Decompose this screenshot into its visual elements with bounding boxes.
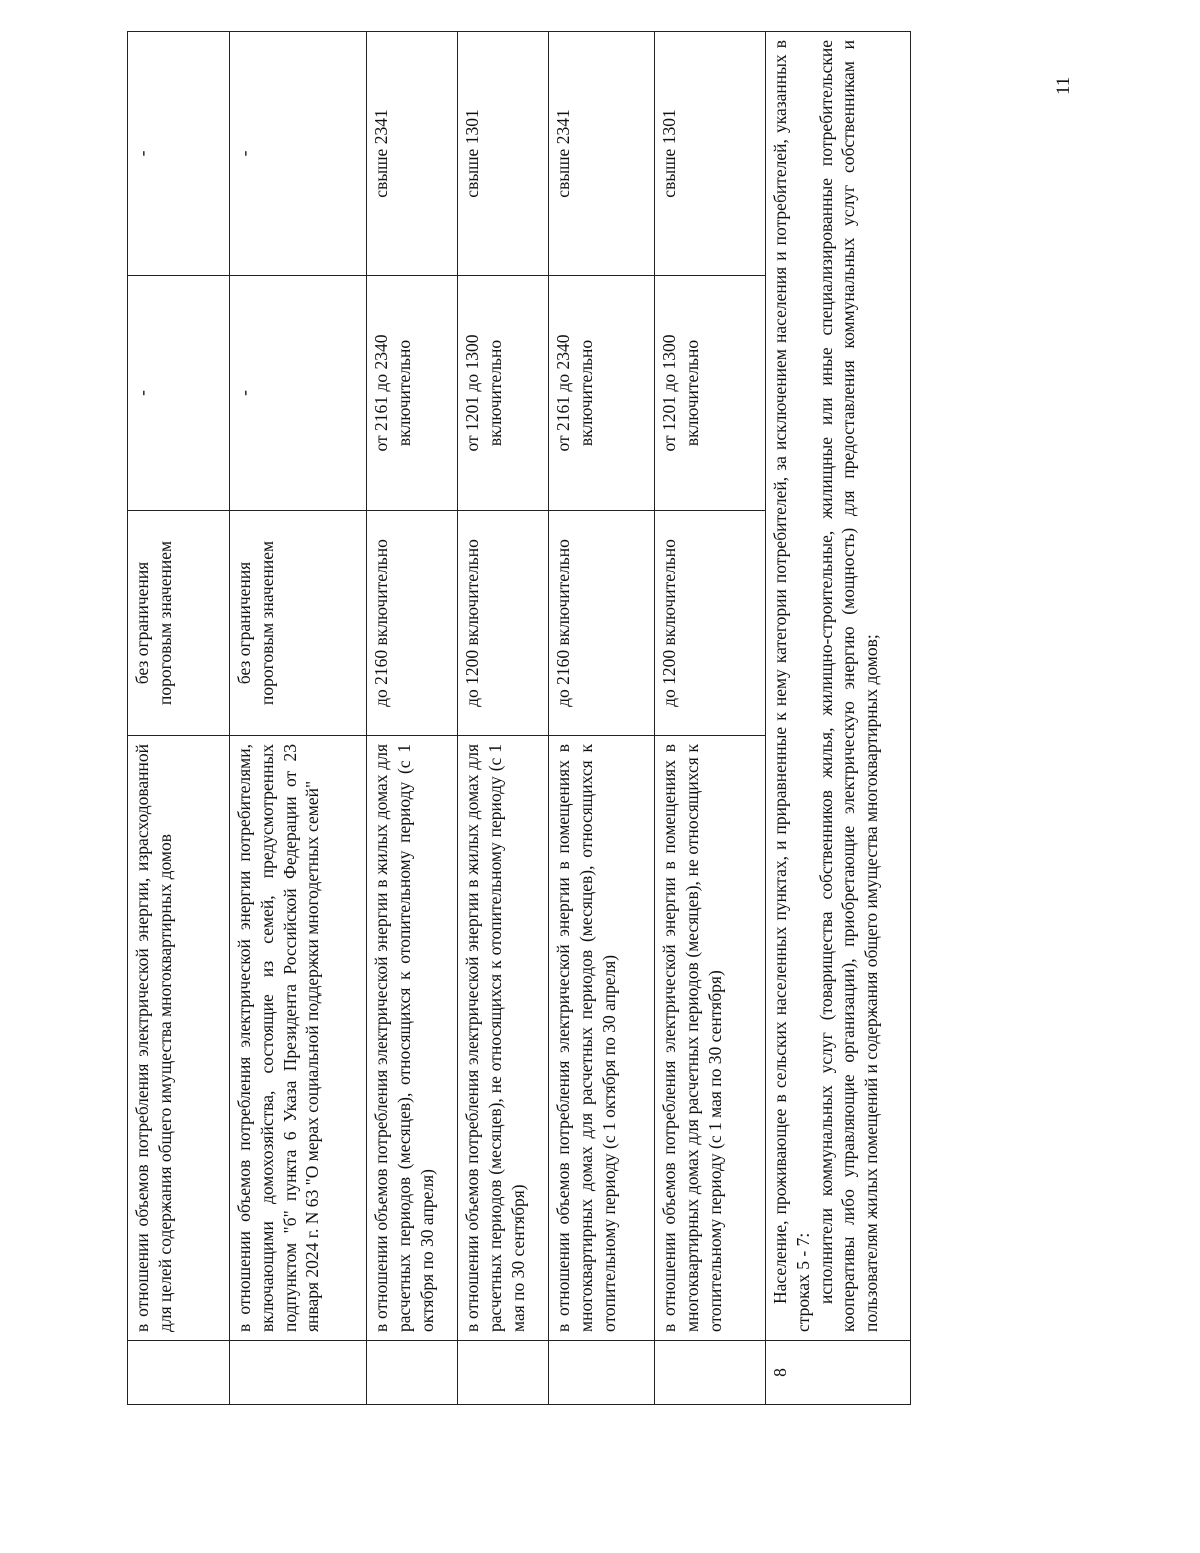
row-description: в отношении объемов потребления электрической энергии потребителями, включающими домохозяйства, состоящие из семей, предусмотренных подпунктом "б" пункта 6 Указа Президента Российской Федерации от 23 января 2024 г. N 63 "О мерах социальной поддержки многодетных семей" — [230, 736, 367, 1341]
row-description: в отношении объемов потребления электрической энергии в помещениях в многоквартирных домах для расчетных периодов (месяцев), относящихся к отопительному периоду (с 1 октября по 30 апреля) — [549, 736, 655, 1341]
table-row — [458, 32, 549, 1405]
table-row — [128, 32, 230, 1405]
row-number-cell — [549, 1341, 655, 1405]
threshold-low: без ограничения пороговым значением — [128, 511, 230, 736]
row-number-cell — [367, 1341, 458, 1405]
row-number-cell — [230, 1341, 367, 1405]
page-number: 11 — [1053, 76, 1074, 95]
threshold-low: до 1200 включительно — [655, 511, 766, 736]
row-number-cell — [655, 1341, 766, 1405]
row-number-cell — [128, 1341, 230, 1405]
threshold-mid: - — [128, 276, 230, 511]
row-8-paragraph-2: исполнители коммунальных услуг (товарищества собственников жилья, жилищно-строительные, жилищные или иные специализированные потребительские кооперативы либо управляющие организации), приобретающие электрическую энергию (мощность) для предоставления коммунальных услуг собственникам и пользователям жилых помещений и содержания общего имущества многоквартирных домов; — [815, 40, 881, 1332]
threshold-high: свыше 1301 — [458, 32, 549, 276]
threshold-low: до 2160 включительно — [549, 511, 655, 736]
threshold-high: свыше 2341 — [549, 32, 655, 276]
table-row — [230, 32, 367, 1405]
threshold-mid: от 2161 до 2340 включительно — [367, 276, 458, 511]
row-description: в отношении объемов потребления электрической энергии в жилых домах для расчетных периодов (месяцев), не относящихся к отопительному периоду (с 1 мая по 30 сентября) — [458, 736, 549, 1341]
threshold-low: до 1200 включительно — [458, 511, 549, 736]
table-row — [549, 32, 655, 1405]
row-description: в отношении объемов потребления электрической энергии, израсходованной для целей содержания общего имущества многоквартирных домов — [128, 736, 230, 1341]
threshold-high: свыше 2341 — [367, 32, 458, 276]
threshold-mid: от 1201 до 1300 включительно — [458, 276, 549, 511]
threshold-high: - — [128, 32, 230, 276]
threshold-low: до 2160 включительно — [367, 511, 458, 736]
table-row — [655, 32, 766, 1405]
threshold-low: без ограничения пороговым значением — [230, 511, 367, 736]
row-description: в отношении объемов потребления электрической энергии в помещениях в многоквартирных домах для расчетных периодов (месяцев), не относящихся к отопительному периоду (с 1 мая по 30 сентября) — [655, 736, 766, 1341]
threshold-mid: от 1201 до 1300 включительно — [655, 276, 766, 511]
row-description: в отношении объемов потребления электрической энергии в жилых домах для расчетных периодов (месяцев), относящихся к отопительному периоду (с 1 октября по 30 апреля) — [367, 736, 458, 1341]
row-8-description — [766, 32, 911, 1341]
row-number-cell — [458, 1341, 549, 1405]
threshold-high: - — [230, 32, 367, 276]
table-row-8 — [766, 32, 911, 1405]
threshold-high: свыше 1301 — [655, 32, 766, 276]
table-row — [367, 32, 458, 1405]
row-8-paragraph-1: Население, проживающее в сельских населенных пунктах, и приравненные к нему категории потребителей, за исключением населения и потребителей, указанных в строках 5 - 7: — [770, 40, 813, 1332]
tariff-table — [127, 31, 911, 1405]
row-number: 8 — [766, 1341, 911, 1405]
threshold-mid: - — [230, 276, 367, 511]
threshold-mid: от 2161 до 2340 включительно — [549, 276, 655, 511]
